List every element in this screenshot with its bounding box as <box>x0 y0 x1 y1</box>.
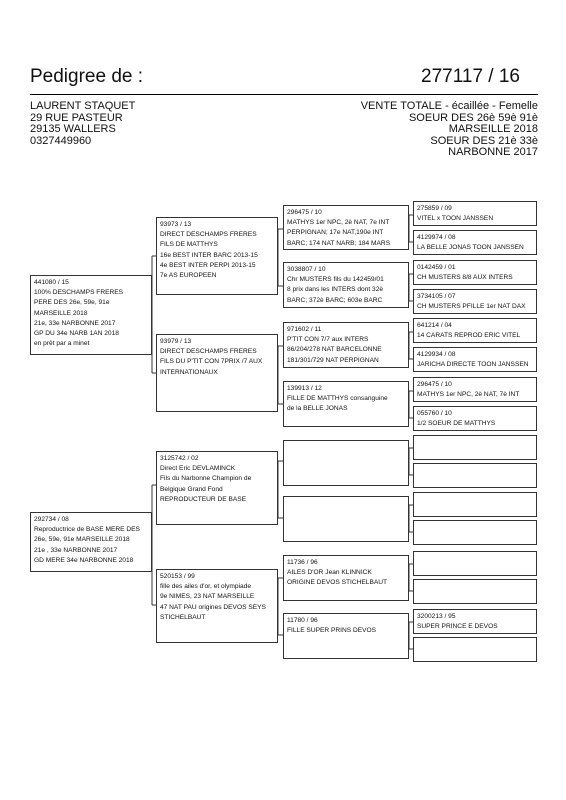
page-title: Pedigree de : <box>30 66 144 87</box>
sire-box <box>30 275 152 355</box>
dam-box <box>30 512 152 572</box>
ancestor-info-line: SUPER PRINCE E DEVOS <box>417 623 498 631</box>
sire-info-line: en prêt par a minet <box>34 340 90 348</box>
gen4-box-2 <box>413 230 537 255</box>
ancestor-info-line: P'TIT CON 7/7 aux INTERS <box>287 336 369 344</box>
ancestor-info-line: REPRODUCTEUR DE BASE <box>160 495 247 503</box>
gen4-box-1 <box>413 201 537 226</box>
ancestor-info-line: VITEL x TOON JANSSEN <box>417 215 494 223</box>
gen3-box-4 <box>283 381 409 427</box>
ancestor-ring: 4129974 / 08 <box>417 234 456 241</box>
ancestor-info-line: ORIGINE DEVOS STICHELBAUT <box>287 579 388 587</box>
dam-info-line: 26e, 59e, 91e MARSEILLE 2018 <box>34 536 130 544</box>
gen4-box-11 <box>413 492 537 517</box>
ancestor-info-line: AILES D'OR Jean KLINNICK <box>287 569 372 577</box>
sire-ring: 441080 / 15 <box>34 279 69 286</box>
ancestor-info-line: 181/301/729 NAT PERPIGNAN <box>287 356 379 364</box>
ancestor-info-line: FILLE SUPER PRINS DEVOS <box>287 627 377 635</box>
gen3-box-8 <box>283 613 409 659</box>
sale-line: VENTE TOTALE - écaillée - Femelle <box>360 100 538 112</box>
ancestor-info-line: FILS DU P'TIT CON 7PRIX /7 AUX <box>160 358 263 366</box>
gen4-box-4 <box>413 289 537 314</box>
owner-street: 29 RUE PASTEUR <box>30 111 123 124</box>
ancestor-info-line: INTERNATIONAUX <box>160 368 218 376</box>
ancestor-info-line: FILS DE MATTHYS <box>160 241 218 249</box>
ancestor-ring: 3038807 / 10 <box>287 266 326 273</box>
sire-info-line: GP DU 34e NARB 1AN 2018 <box>34 330 119 338</box>
ancestor-info-line: MATHYS 1er NPC, 2è NAT, 7è INT <box>417 391 520 399</box>
ancestor-ring: 11736 / 96 <box>287 559 318 566</box>
ancestor-info-line: Fils du Narbonne Champion de <box>160 475 252 483</box>
ancestor-info-line: 16e BEST INTER BARC 2013-15 <box>160 251 258 259</box>
sire-info-line: PERE DES 26e, 59e, 91e <box>34 299 110 307</box>
dam-info-line: Reproductrice de BASE MERE DES <box>34 526 140 534</box>
ancestor-ring: 139913 / 12 <box>287 385 322 392</box>
ancestor-ring: 3125742 / 02 <box>160 455 199 462</box>
ancestor-ring: 275859 / 09 <box>417 205 452 212</box>
ancestor-ring: 971602 / 11 <box>287 326 322 333</box>
ancestor-info-line: Belgique Grand Fond <box>160 485 223 493</box>
sire-dam-box <box>156 334 278 412</box>
ancestor-info-line: 86/204/278 NAT BARCELONNE <box>287 346 382 354</box>
gen4-box-8 <box>413 406 537 431</box>
gen4-box-12 <box>413 520 537 545</box>
gen4-box-5 <box>413 318 537 343</box>
gen4-box-14 <box>413 579 537 604</box>
ancestor-ring: 3200213 / 95 <box>417 613 456 620</box>
ancestor-info-line: FILLE DE MATTHYS consanguine <box>287 395 388 403</box>
gen4-box-15 <box>413 609 537 634</box>
gen4-box-9 <box>413 435 537 460</box>
gen4-box-13 <box>413 551 537 576</box>
ancestor-ring: 520153 / 99 <box>160 573 195 580</box>
sale-line: NARBONNE 2017 <box>448 146 538 158</box>
sire-info-line: 21e, 33e NARBONNE 2017 <box>34 319 116 327</box>
sire-info-line: MARSEILLE 2018 <box>34 309 88 317</box>
ancestor-info-line: fille des ailes d'or, et olympiade <box>160 583 252 591</box>
gen4-box-6 <box>413 347 537 372</box>
ancestor-ring: 0142459 / 01 <box>417 264 456 271</box>
ancestor-info-line: 7e AS EUROPEEN <box>160 272 217 280</box>
dam-info-line: 21e , 33e NARBONNE 2017 <box>34 546 118 554</box>
ancestor-info-line: Chr MUSTERS fils du 142459/01 <box>287 276 384 284</box>
ancestor-info-line: PERPIGNAN; 17e NAT,190e INT <box>287 229 384 237</box>
gen3-box-1 <box>283 205 409 250</box>
ancestor-ring: 11780 / 96 <box>287 617 318 624</box>
ancestor-ring: 296475 / 10 <box>417 381 452 388</box>
gen4-box-7 <box>413 377 537 402</box>
gen3-box-2 <box>283 262 409 308</box>
owner-name: LAURENT STAQUET <box>30 100 136 112</box>
ancestor-ring: 3734105 / 07 <box>417 293 456 300</box>
gen4-box-10 <box>413 463 537 488</box>
dam-sire-box <box>156 451 278 525</box>
gen4-box-16 <box>413 637 537 662</box>
dam-ring: 292734 / 08 <box>34 516 69 523</box>
ancestor-ring: 055760 / 10 <box>417 410 452 417</box>
ancestor-ring: 93973 / 13 <box>160 221 192 228</box>
ancestor-info-line: BARC; 372è BARC; 603e BARC <box>287 296 383 304</box>
ancestor-info-line: DIRECT DESCHAMPS FRERES <box>160 231 257 239</box>
gen3-box-7 <box>283 555 409 601</box>
ancestor-info-line: BARC; 174 NAT NARB; 184 MARS <box>287 239 391 247</box>
ancestor-info-line: 1/2 SOEUR DE MATTHYS <box>417 420 496 428</box>
ancestor-info-line: 47 NAT PAU origines DEVOS SEYS <box>160 603 266 611</box>
ancestor-info-line: Direct Eric DEVLAMINCK <box>160 465 236 473</box>
owner-phone: 0327449960 <box>30 134 92 147</box>
ancestor-ring: 4129934 / 08 <box>417 351 456 358</box>
gen3-box-5 <box>283 440 409 486</box>
sire-sire-box <box>156 217 278 295</box>
sale-line: SOEUR DES 21è 33è <box>430 134 538 147</box>
ancestor-ring: 641214 / 04 <box>417 322 452 329</box>
ancestor-info-line: DIRECT DESCHAMPS FRERES <box>160 348 257 356</box>
owner-city: 29135 WALLERS <box>30 123 116 135</box>
ring-number: 277117 / 16 <box>421 66 520 87</box>
gen3-box-3 <box>283 322 409 368</box>
dam-dam-box <box>156 569 278 643</box>
ancestor-ring: 296475 / 10 <box>287 209 322 216</box>
ancestor-info-line: JARICHA DIRECTE TOON JANSSEN <box>417 361 529 369</box>
sale-line: MARSEILLE 2018 <box>448 123 538 135</box>
gen3-box-6 <box>283 496 409 542</box>
gen4-box-3 <box>413 260 537 285</box>
sale-line: SOEUR DES 26è 59è 91è <box>408 111 538 124</box>
ancestor-info-line: 14 CARATS REPROD ERIC VITEL <box>417 332 521 340</box>
ancestor-info-line: 9e NIMES, 23 NAT MARSEILLE <box>160 593 255 601</box>
sire-info-line: 100% DESCHAMPS FRERES <box>34 289 124 297</box>
dam-info-line: GD MERE 34e NARBONNE 2018 <box>34 556 134 564</box>
ancestor-info-line: CH MUSTERS 8/8 AUX INTERS <box>417 274 513 282</box>
ancestor-info-line: 8 prix dans les INTERS dont 32è <box>287 286 384 294</box>
ancestor-info-line: CH MUSTERS PFILLE 1er NAT DAX <box>417 303 526 311</box>
ancestor-info-line: STICHELBAUT <box>160 613 206 621</box>
ancestor-info-line: MATHYS 1er NPC, 2è NAT, 7e INT <box>287 219 390 227</box>
ancestor-info-line: LA BELLE JONAS TOON JANSSEN <box>417 244 524 252</box>
ancestor-info-line: 4e BEST INTER PERPI 2013-15 <box>160 261 256 269</box>
ancestor-ring: 93979 / 13 <box>160 338 192 345</box>
ancestor-info-line: de la BELLE JONAS <box>287 405 348 413</box>
